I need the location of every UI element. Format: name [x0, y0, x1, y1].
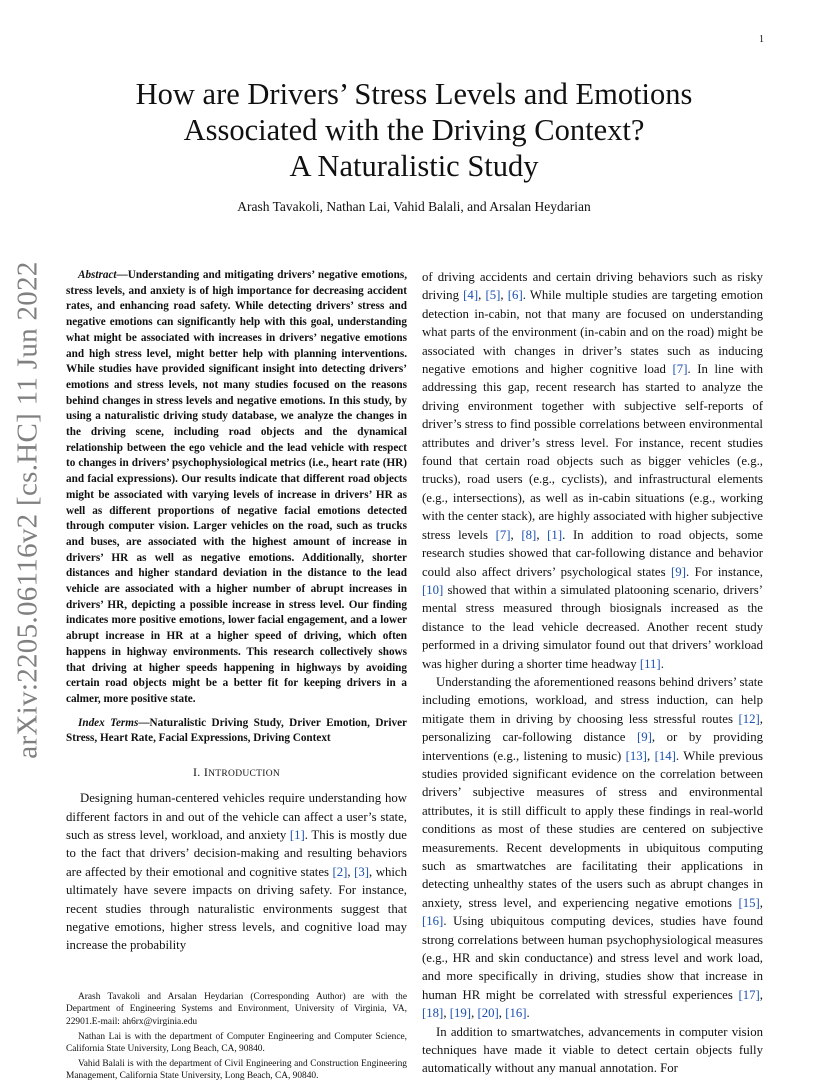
arxiv-stamp — [8, 261, 48, 759]
text-run: , — [347, 864, 355, 879]
arxiv-stamp-text: arXiv:2205.06116v2 [cs.HC] 11 Jun 2022 — [11, 261, 44, 759]
text-run: . In line with addressing this gap, recent research has started to analyze the driving environment together with subjective self-reports of driver’s stress to find possible correlations between environmental attributes and driver’s stress level. For instance, recent studies found that certain road objects such as bigger vehicles (e.g., trucks), road users (e.g., cyclists), and infrastructural elements (e.g., intersections), as well as in-cabin situations (e.g., working with the center stack), are highly associated with higher subjective stress levels — [422, 362, 763, 542]
citation-link[interactable]: [5] — [485, 288, 501, 303]
text-run: showed that within a simulated platooning scenario, drivers’ mental stress measured through biosignals increased as the distance to the lead vehicle decreased. Another recent study performed in a driving simulator found out that drivers’ workload was higher during a shorter time headway — [422, 582, 763, 671]
citation-link[interactable]: [1] — [289, 827, 305, 842]
text-run: , personalizing car-following distance — [422, 711, 763, 745]
citation-link[interactable]: [16] — [505, 1006, 527, 1021]
citation-link[interactable]: [18] — [422, 1006, 444, 1021]
text-run: . — [660, 656, 664, 671]
footnote: Vahid Balali is with the department of Civil Engineering and Construction Engineering Management, California State University, Long Beach, CA, 90840. — [66, 1058, 407, 1082]
footnote: Nathan Lai is with the department of Computer Engineering and Computer Science, California State University, Long Beach, CA, 90840. — [66, 1031, 407, 1055]
citation-link[interactable]: [10] — [422, 582, 444, 597]
text-run: , — [498, 1006, 506, 1021]
text-run: . — [526, 1006, 530, 1021]
text-run: , — [536, 527, 548, 542]
body-paragraph — [422, 268, 763, 673]
text-run: . This is mostly due to the fact that drivers’ decision-making and resulting behaviors are affected by their emotional and cognitive states — [66, 827, 407, 879]
index-terms-lead: Index Terms — [78, 716, 139, 729]
title-line: Associated with the Driving Context? — [183, 113, 645, 147]
text-run: , — [759, 895, 763, 910]
title-line: How are Drivers’ Stress Levels and Emotions — [135, 77, 693, 111]
text-run: . While multiple studies are targeting emotion detection in-cabin, not that many are focused on understanding what parts of the environment (in-cabin and on the road) might be associated with changes in driver’s states such as inducing negative emotions and higher cognitive load — [422, 288, 764, 377]
text-run: Understanding the aforementioned reasons behind drivers’ state including emotions, workload, and stress induction, can help mitigate them in driving by choosing less stressful routes — [422, 674, 763, 726]
abstract-text: —Understanding and mitigating drivers’ negative emotions, stress levels, and anxiety is of high importance for decreasing accident rates, and enhancing road safety. While detecting drivers’ stress and negative emotions can significantly help with this goal, understanding what might be associated with increases in drivers’ negative emotions and high stress level, might better help with planning interventions. While studies have provided significant insight into detecting drivers’ emotions and stress levels, not many studies focused on the reasons behind changes in stress levels and negative emotions. In this study, by using a naturalistic driving study database, we analyze the changes in the driving scene, including road objects and the dynamical relationship between the ego vehicle and the lead vehicle with respect to changes in drivers’ psychophysiological metrics (i.e., heart rate (HR) and facial expressions). Our results indicate that different road objects might be associated with varying levels of increase in drivers’ HR as well as different proportions of negative facial emotions detected through computer vision. Larger vehicles on the road, such as trucks and buses, are associated with the highest amount of increase in drivers’ HR as well as negative emotions. Additionally, shorter distances and higher standard deviation in the distance to the lead vehicle are associated with a higher number of abrupt increases in drivers’ HR, depicting a possible increase in stress level. Our finding indicates more positive emotions, lower facial engagement, and a lower abrupt increase in HR at a higher speed of driving, which often happens in highway environments. This research collectively shows that driving at higher speeds happening in highways by avoiding certain road objects might be a better fit for keeping drivers in a calmer, more positive state. — [66, 269, 407, 705]
left-column — [66, 268, 407, 1083]
index-terms-text: —Naturalistic Driving Study, Driver Emotion, Driver Stress, Heart Rate, Facial Expressions, Driving Context — [66, 716, 407, 745]
text-run: , — [443, 1006, 450, 1021]
citation-link[interactable]: [11] — [639, 656, 661, 671]
text-run: , — [471, 1006, 478, 1021]
text-run: Designing human-centered vehicles require understanding how different factors in and out of the vehicle can affect a user’s state, such as stress level, workload, and anxiety — [66, 791, 407, 842]
paper-title — [64, 76, 764, 184]
citation-link[interactable]: [4] — [463, 288, 479, 303]
text-run: . While previous studies provided significant evidence on the correlation between drivers’ subjective measures of stress and environmental attributes, it is still difficult to apply these findings in real-world conditions as most of these studies are centered on subjective measurements. Recent developments in ubiquitous computing such as smartwatches are facilitating their applications in detecting unhealthy states of the users such as abrupt changes in anxiety, stress level, and experiencing negative emotions — [422, 748, 763, 910]
body-paragraph: In addition to smartwatches, advancements in computer vision techniques have made it viable to detect certain objects fully automatically without any manual annotation. For — [422, 1024, 763, 1076]
abstract — [66, 268, 407, 708]
section-heading — [66, 765, 407, 780]
abstract-lead: Abstract — [78, 269, 117, 281]
citation-link[interactable]: [17] — [738, 987, 760, 1002]
text-run: . Using ubiquitous computing devices, studies have found strong correlations between human psychophysiological measures (e.g., HR and skin conductance) and stress level and work load, and more specifically in driving, studies show that increase in human HR might be correlated with stressful experiences — [422, 914, 763, 1002]
text-run: . For instance, — [685, 564, 763, 579]
citation-link[interactable]: [9] — [671, 564, 686, 579]
footnote: Arash Tavakoli and Arsalan Heydarian (Corresponding Author) are with the Department of Engineering Systems and Environment, University of Virginia, VA, 22901.E-mail: ah6rx@virginia.edu — [66, 991, 407, 1027]
citation-link[interactable]: [12] — [738, 711, 760, 726]
author-list: Arash Tavakoli, Nathan Lai, Vahid Balali, and Arsalan Heydarian — [237, 199, 591, 214]
citation-link[interactable]: [8] — [521, 527, 537, 542]
citation-link[interactable]: [15] — [738, 895, 760, 910]
text-run: , which ultimately have severe impacts on driving safety. For instance, recent studies through naturalistic environments suggest that negative emotions, higher stress levels, and cognitive load may increase the probability — [66, 864, 407, 953]
index-terms — [66, 716, 407, 747]
citation-link[interactable]: [9] — [636, 730, 652, 745]
intro-paragraph — [66, 789, 407, 955]
citation-link[interactable]: [16] — [422, 914, 444, 929]
body-paragraph — [422, 673, 763, 1023]
text-run: , or by providing interventions (e.g., listening to music) — [422, 730, 763, 763]
title-line: A Naturalistic Study — [289, 149, 539, 183]
text-run: , — [500, 288, 508, 303]
page-number: 1 — [759, 34, 764, 45]
text-run: of driving accidents and certain driving behaviors such as risky driving — [422, 270, 763, 303]
citation-link[interactable]: [2] — [332, 864, 348, 879]
section-numeral: I. — [192, 765, 204, 780]
citation-link[interactable]: [1] — [547, 527, 563, 542]
text-run: , — [646, 748, 655, 763]
text-run: . In addition to road objects, some research studies showed that car-following distance and behavior could also affect drivers’ psychological states — [422, 527, 763, 579]
citation-link[interactable]: [19] — [449, 1006, 472, 1021]
text-run: , — [759, 987, 763, 1002]
citation-link[interactable]: [7] — [672, 362, 688, 377]
citation-link[interactable]: [14] — [654, 748, 676, 763]
section-rest: NTRODUCTION — [208, 769, 281, 780]
text-run: , — [510, 527, 522, 542]
citation-link[interactable]: [20] — [477, 1006, 499, 1021]
section-cap: I — [203, 765, 209, 780]
text-run: , — [478, 288, 486, 303]
citation-link[interactable]: [3] — [354, 864, 370, 879]
citation-link[interactable]: [13] — [625, 748, 647, 763]
right-column — [422, 268, 763, 1078]
citation-link[interactable]: [7] — [495, 527, 511, 542]
citation-link[interactable]: [6] — [507, 288, 523, 303]
